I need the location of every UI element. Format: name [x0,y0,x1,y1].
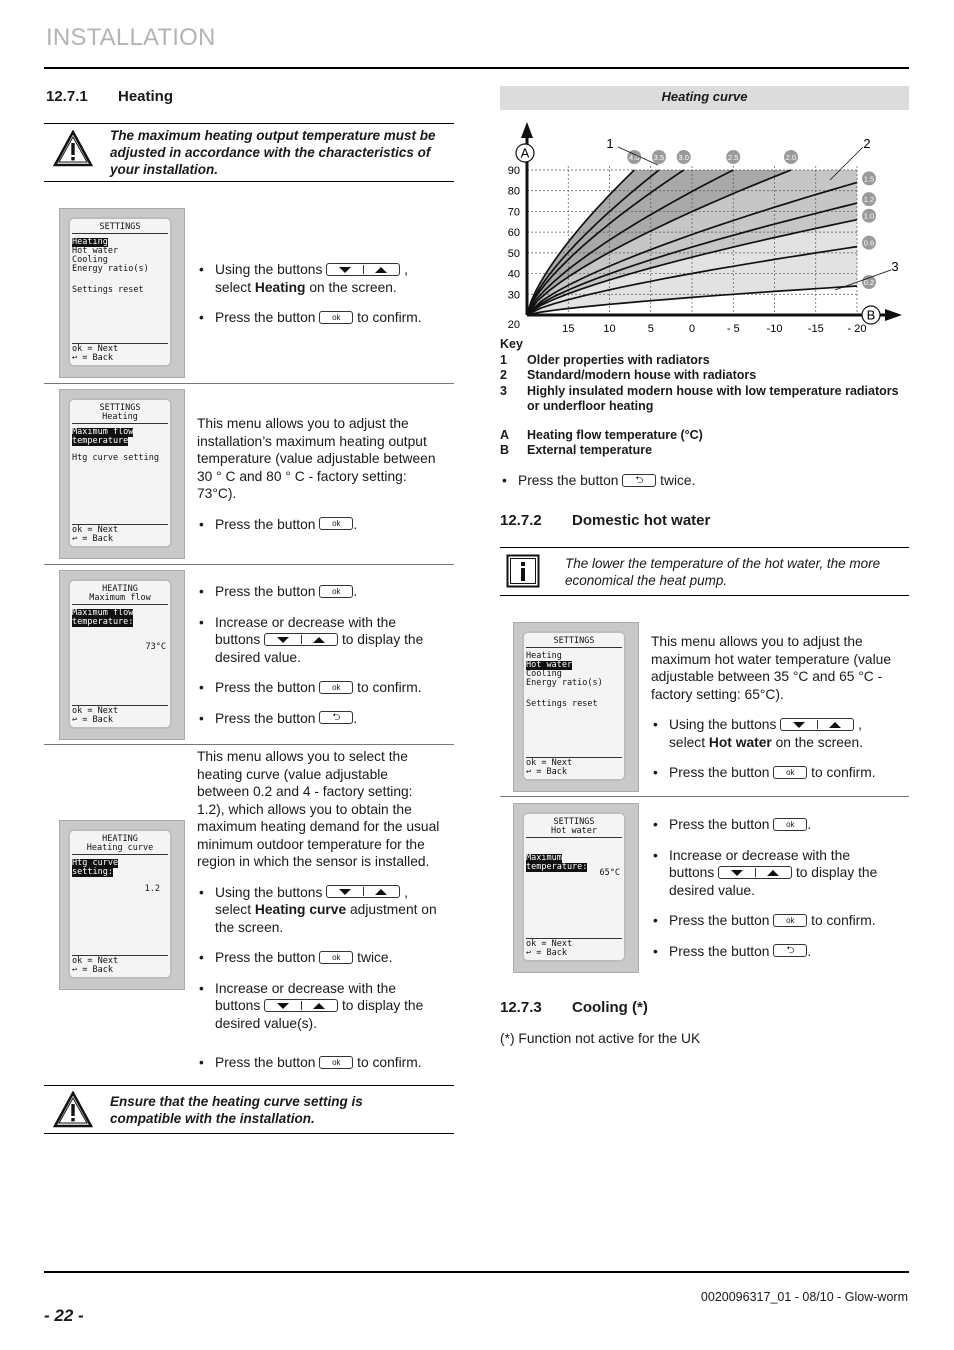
y-tick-label: 30 [507,289,520,302]
ok-button-icon[interactable]: ok [319,1056,353,1069]
row-divider [500,796,909,797]
chart-header: Heating curve [500,86,909,110]
x-tick-label: -10 [766,323,783,335]
x-tick-label: - 20 [847,323,867,335]
up-down-buttons-icon[interactable] [264,999,338,1012]
x-tick-label: -15 [807,323,824,335]
key-title: Key [500,337,523,351]
ok-button-icon[interactable]: ok [319,517,353,530]
y-tick-label: 60 [507,227,520,240]
curve-label-1.2: 1.2 [863,195,875,205]
x-tick-label: 0 [688,323,696,335]
up-down-buttons-icon[interactable] [264,633,338,646]
ok-button-icon[interactable]: ok [319,951,353,964]
heating-row2-instructions: This menu allows you to adjust the installation’s maximum heating output temperature (value adjustable between 30 ° C and 80 ° C - factory setting: 73°C). • Press the button ok . [197,415,452,533]
info-box: The lower the temperature of the hot water, the more economical the heat pump. [500,547,909,596]
curve-label-1.0: 1.0 [863,211,875,221]
up-down-buttons-icon[interactable] [780,718,854,731]
section-heading-dhw: 12.7.2 Domestic hot water [500,512,711,529]
up-down-buttons-icon[interactable] [326,885,400,898]
ok-button-icon[interactable]: ok [773,818,807,831]
warning-triangle-icon [53,130,93,168]
x-tick-label: - 5 [726,323,740,335]
callout-1: 1 [606,136,614,151]
callout-3: 3 [891,259,899,274]
x-axis-arrow [885,309,902,321]
ok-button-icon[interactable]: ok [773,766,807,779]
ok-button-icon[interactable]: ok [319,311,353,324]
y-tick-label: 90 [507,165,520,177]
curve-label-0.2: 0.2 [863,278,875,287]
ok-button-icon[interactable]: ok [319,585,353,598]
curve-label-2.5: 2.5 [728,153,739,162]
y-tick-label: 20 [507,319,520,331]
y-tick-label: 40 [507,268,520,281]
footer-rule [44,1271,909,1273]
x-tick-label: 5 [647,323,654,335]
up-down-buttons-icon[interactable] [326,263,400,276]
dhw-row2-instructions: • Press the button ok . • Increase or decrease with the buttons to display the desired value. • Press the button ok to confirm. • Press the button ⮌ . [651,816,909,960]
row-divider [44,744,454,745]
axis-letter-b: B [866,307,876,323]
heating-row1-instructions: • Using the buttons , select Heating on the screen. • Press the button ok to confirm. [197,261,452,327]
curve-label-3.5: 3.5 [653,153,665,162]
display-settings-heating: SETTINGS Heating Hot water Cooling Energy ratio(s) Settings reset ok = Next ↩ = Back [59,208,185,378]
callout-2: 2 [863,136,871,151]
screen-value: 1.2 [144,884,160,894]
display-hot-water-max-temp: SETTINGS Hot water Maximum temperature: 65°C ok = Next ↩ = Back [513,803,639,973]
header-rule [44,67,909,69]
screen-value: 73°C [145,642,166,652]
heating-row4-instructions: This menu allows you to select the heating curve (value adjustable between 0.2 and 4 - factory setting: 1.2), which allows you to obtain the maximum heating demand for the usual minimum outdoor temperature for the region in which the sensor is installed. • Using the buttons , select Heating curve adjustment on the screen. • Press the button ok twice. • Increase or decrease with the buttons to display the desired value(s). • Press the button ok to confirm. [197,748,455,1072]
curve-label-1.5: 1.5 [863,174,875,184]
display-heating-curve-value: HEATING Heating curve Htg curve setting: 1.2 ok = Next ↩ = Back [59,820,185,990]
x-tick-label: 10 [603,323,616,335]
curve-instruction: • Press the button ⮌ twice. [500,472,800,490]
info-icon [506,554,540,588]
y-tick-label: 50 [507,247,520,260]
document-reference: 0020096317_01 - 08/10 - Glow-worm [700,1290,908,1304]
warning-triangle-icon [53,1091,93,1129]
display-settings-hot-water: SETTINGS Heating Hot water Cooling Energy ratio(s) Settings reset ok = Next ↩ = Back [513,622,639,792]
screen-item-highlighted: Heating [72,237,108,247]
back-button-icon[interactable]: ⮌ [319,711,353,724]
screen-title: SETTINGS [72,223,168,234]
curve-label-3.0: 3.0 [678,153,689,162]
curve-label-4.0: 4.0 [629,153,640,162]
page-number: - 22 - [44,1306,84,1325]
axis-letter-a: A [520,145,530,161]
back-button-icon[interactable]: ⮌ [622,474,656,487]
ok-button-icon[interactable]: ok [319,681,353,694]
ok-button-icon[interactable]: ok [773,914,807,927]
section-heading-heating: 12.7.1 Heating [46,88,174,105]
section-heading-cooling: 12.7.3 Cooling (*) [500,999,648,1016]
display-heating-max-flow-value: HEATING Maximum flow Maximum flow temperature: 73°C ok = Next ↩ = Back [59,570,185,740]
screen-value: 65°C [599,868,620,878]
heating-curve-chart [500,118,910,336]
y-tick-label: 80 [507,185,520,198]
warning-box-top: The maximum heating output temperature must be adjusted in accordance with the characteristics of your installation. [44,123,454,182]
page-header-title: INSTALLATION [46,24,216,51]
curve-label-0.6: 0.6 [863,238,875,248]
x-tick-label: 15 [562,323,575,335]
curve-label-2.0: 2.0 [785,153,797,162]
heating-row3-instructions: • Press the button ok . • Increase or decrease with the buttons to display the desired value. • Press the button ok to confirm. • Press the button ⮌ . [197,583,452,727]
warning-box-bottom: Ensure that the heating curve setting is compatible with the installation. [44,1085,454,1134]
cooling-note: (*) Function not active for the UK [500,1031,701,1046]
back-button-icon[interactable]: ⮌ [773,944,807,957]
row-divider [44,564,454,565]
up-down-buttons-icon[interactable] [718,866,792,879]
row-divider [44,383,454,384]
display-settings-heating-max-flow: SETTINGS Heating Maximum flow temperature Htg curve setting ok = Next ↩ = Back [59,389,185,559]
dhw-row1-instructions: This menu allows you to adjust the maximum hot water temperature (value adjustable between 35 °C and 65 °C - factory setting: 65°C). • Using the buttons , select Hot water on the screen. • Press the button ok to confirm. [651,633,909,782]
y-tick-label: 70 [507,206,520,219]
chart-key: Key 1 Older properties with radiators 2 Standard/modern house with radiators 3 Highly insulated modern house with low temperature radiators or underfloor heating A Heating flow temperature (°C) B External temperature [500,337,910,459]
y-axis-arrow [521,122,533,138]
